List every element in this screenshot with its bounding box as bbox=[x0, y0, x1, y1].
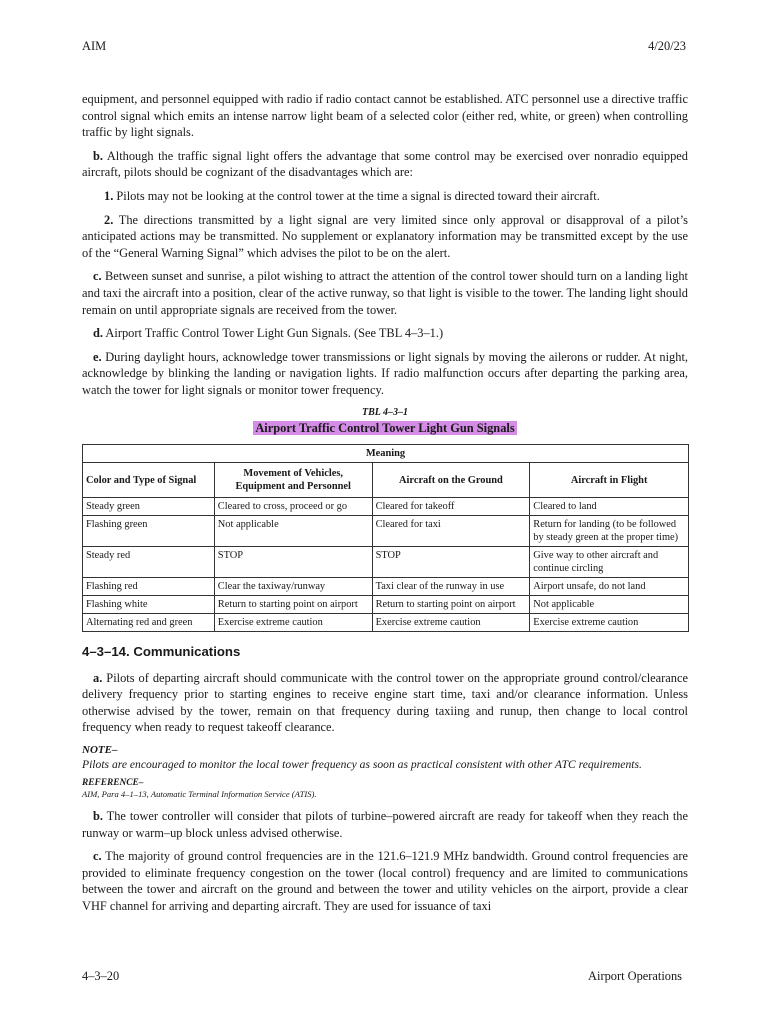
footer-page-number: 4–3–20 bbox=[82, 969, 120, 983]
paragraph-e-label: e. bbox=[93, 349, 102, 364]
paragraph-e-text: During daylight hours, acknowledge tower transmissions or light signals by moving the ailerons or rudder. At night, acknowledge by blinking the landing or navigation lights. If radio malfunction occurs after departing the parking area, watch the tower for light signals or monitor tower frequency. bbox=[82, 349, 688, 397]
table-cell: STOP bbox=[214, 547, 372, 578]
section-paragraph-c-label: c. bbox=[93, 849, 102, 864]
light-gun-signals-table bbox=[82, 444, 689, 632]
paragraph-b2-label: 2. bbox=[104, 212, 114, 227]
section-heading: 4–3–14. Communications bbox=[82, 644, 241, 660]
paragraph-b-text: Although the traffic signal light offers the advantage that some control may be exercised over nonradio equipped aircraft, pilots should be cognizant of the disadvantages which are: bbox=[82, 148, 689, 180]
reference-label: REFERENCE– bbox=[82, 778, 144, 789]
table-cell: Alternating red and green bbox=[83, 614, 215, 632]
paragraph-c bbox=[82, 268, 688, 318]
column-header: Aircraft in Flight bbox=[530, 463, 689, 498]
paragraph-d bbox=[82, 325, 688, 342]
table-cell: Airport unsafe, do not land bbox=[530, 578, 689, 596]
table-cell: Cleared to cross, proceed or go bbox=[214, 498, 372, 516]
table-cell: Exercise extreme caution bbox=[214, 614, 372, 632]
paragraph-c-label: c. bbox=[93, 269, 102, 284]
table-cell: Cleared for taxi bbox=[372, 516, 530, 547]
table-row bbox=[83, 614, 689, 632]
table-cell: Flashing white bbox=[83, 596, 215, 614]
table-row bbox=[83, 578, 689, 596]
paragraph-b2 bbox=[82, 212, 688, 262]
section-paragraph-a-label: a. bbox=[93, 670, 103, 685]
paragraph-c-text: Between sunset and sunrise, a pilot wishing to attract the attention of the control tower should turn on a landing light and taxi the aircraft into a position, clear of the active runway, so that light is visible to the tower. The landing light should remain on until appropriate signals are received from the tower. bbox=[82, 269, 688, 317]
paragraph-continued: equipment, and personnel equipped with radio if radio contact cannot be established. ATC personnel use a directive traffic control signal which emits an intense narrow light beam of a selected color (either red, white, or green) when controlling traffic by light signals. bbox=[82, 92, 688, 140]
header-doc-name: AIM bbox=[82, 39, 107, 53]
table-cell: Flashing green bbox=[83, 516, 215, 547]
table-cell: Cleared to land bbox=[530, 498, 689, 516]
table-cell: Not applicable bbox=[530, 596, 689, 614]
section-paragraph-c-text: The majority of ground control frequencies are in the 121.6–121.9 MHz bandwidth. Ground control frequencies are provided to eliminate frequency congestion on the tower (local control) frequency and are limited to communications between the tower and aircraft on the ground and between the tower and utility vehicles on the airport, provide a clear VHF channel for arriving and departing aircraft. They are used for issuance of taxi bbox=[82, 849, 688, 914]
table-cell: Steady red bbox=[83, 547, 215, 578]
table-cell: Clear the taxiway/runway bbox=[214, 578, 372, 596]
table-cell: Give way to other aircraft and continue circling bbox=[530, 547, 689, 578]
table-row bbox=[83, 516, 689, 547]
table-cell: STOP bbox=[372, 547, 530, 578]
section-paragraph-b bbox=[82, 808, 688, 841]
table-title-highlight: Airport Traffic Control Tower Light Gun Signals bbox=[255, 420, 515, 435]
table-row bbox=[83, 498, 689, 516]
column-header: Movement of Vehicles, Equipment and Personnel bbox=[214, 463, 372, 498]
section-paragraph-a bbox=[82, 670, 688, 736]
table-cell: Flashing red bbox=[83, 578, 215, 596]
paragraph-b1 bbox=[82, 188, 688, 205]
table-cell: Return for landing (to be followed by steady green at the proper time) bbox=[530, 516, 689, 547]
table-cell: Return to starting point on airport bbox=[214, 596, 372, 614]
page-content bbox=[82, 91, 688, 922]
footer-chapter-name: Airport Operations bbox=[588, 969, 682, 983]
table-row bbox=[83, 596, 689, 614]
table-cell: Exercise extreme caution bbox=[530, 614, 689, 632]
column-header: Aircraft on the Ground bbox=[372, 463, 530, 498]
paragraph-b-label: b. bbox=[93, 148, 103, 163]
paragraph-d-text: Airport Traffic Control Tower Light Gun Signals. (See TBL 4–3–1.) bbox=[105, 326, 444, 341]
meaning-header: Meaning bbox=[83, 445, 689, 463]
column-header: Color and Type of Signal bbox=[83, 463, 215, 498]
section-paragraph-b-text: The tower controller will consider that pilots of turbine–powered aircraft are ready for takeoff when they reach the runway or warm–up block unless advised otherwise. bbox=[82, 809, 688, 840]
table-title bbox=[82, 420, 688, 437]
section-paragraph-b-label: b. bbox=[93, 809, 103, 824]
table-row bbox=[83, 547, 689, 578]
note-label: NOTE– bbox=[82, 744, 118, 757]
section-paragraph-a-text: Pilots of departing aircraft should communicate with the control tower on the appropriate ground control/clearance delivery frequency prior to starting engines to receive engine start time, taxi and/or clearance information. Unless otherwise advised by the tower, remain on that frequency during taxiing and runup, then change to local control frequency when ready to request takeoff clearance. bbox=[82, 670, 688, 735]
table-cell: Steady green bbox=[83, 498, 215, 516]
section-paragraph-c bbox=[82, 848, 688, 914]
paragraph-b2-text: The directions transmitted by a light signal are very limited since only approval or disapproval of a pilot’s anticipated actions may be transmitted. No supplement or explanatory information may be transmitted except by the use of the “General Warning Signal” which advises the pilot to be on the alert. bbox=[82, 212, 688, 260]
reference-text: AIM, Para 4–1–13, Automatic Terminal Information Service (ATIS). bbox=[82, 789, 317, 800]
header-date: 4/20/23 bbox=[648, 39, 686, 53]
table-cell: Exercise extreme caution bbox=[372, 614, 530, 632]
table-cell: Cleared for takeoff bbox=[372, 498, 530, 516]
paragraph-b1-label: 1. bbox=[104, 188, 114, 203]
note-text: Pilots are encouraged to monitor the local tower frequency as soon as practical consistent with other ATC requirements. bbox=[82, 758, 642, 772]
paragraph-d-label: d. bbox=[93, 326, 103, 341]
table-cell: Taxi clear of the runway in use bbox=[372, 578, 530, 596]
table-cell: Return to starting point on airport bbox=[372, 596, 530, 614]
paragraph-b bbox=[82, 148, 688, 181]
paragraph-e bbox=[82, 349, 688, 399]
table-cell: Not applicable bbox=[214, 516, 372, 547]
table-caption: TBL 4–3–1 bbox=[361, 406, 408, 418]
paragraph-b1-text: Pilots may not be looking at the control tower at the time a signal is directed toward their aircraft. bbox=[116, 188, 600, 203]
